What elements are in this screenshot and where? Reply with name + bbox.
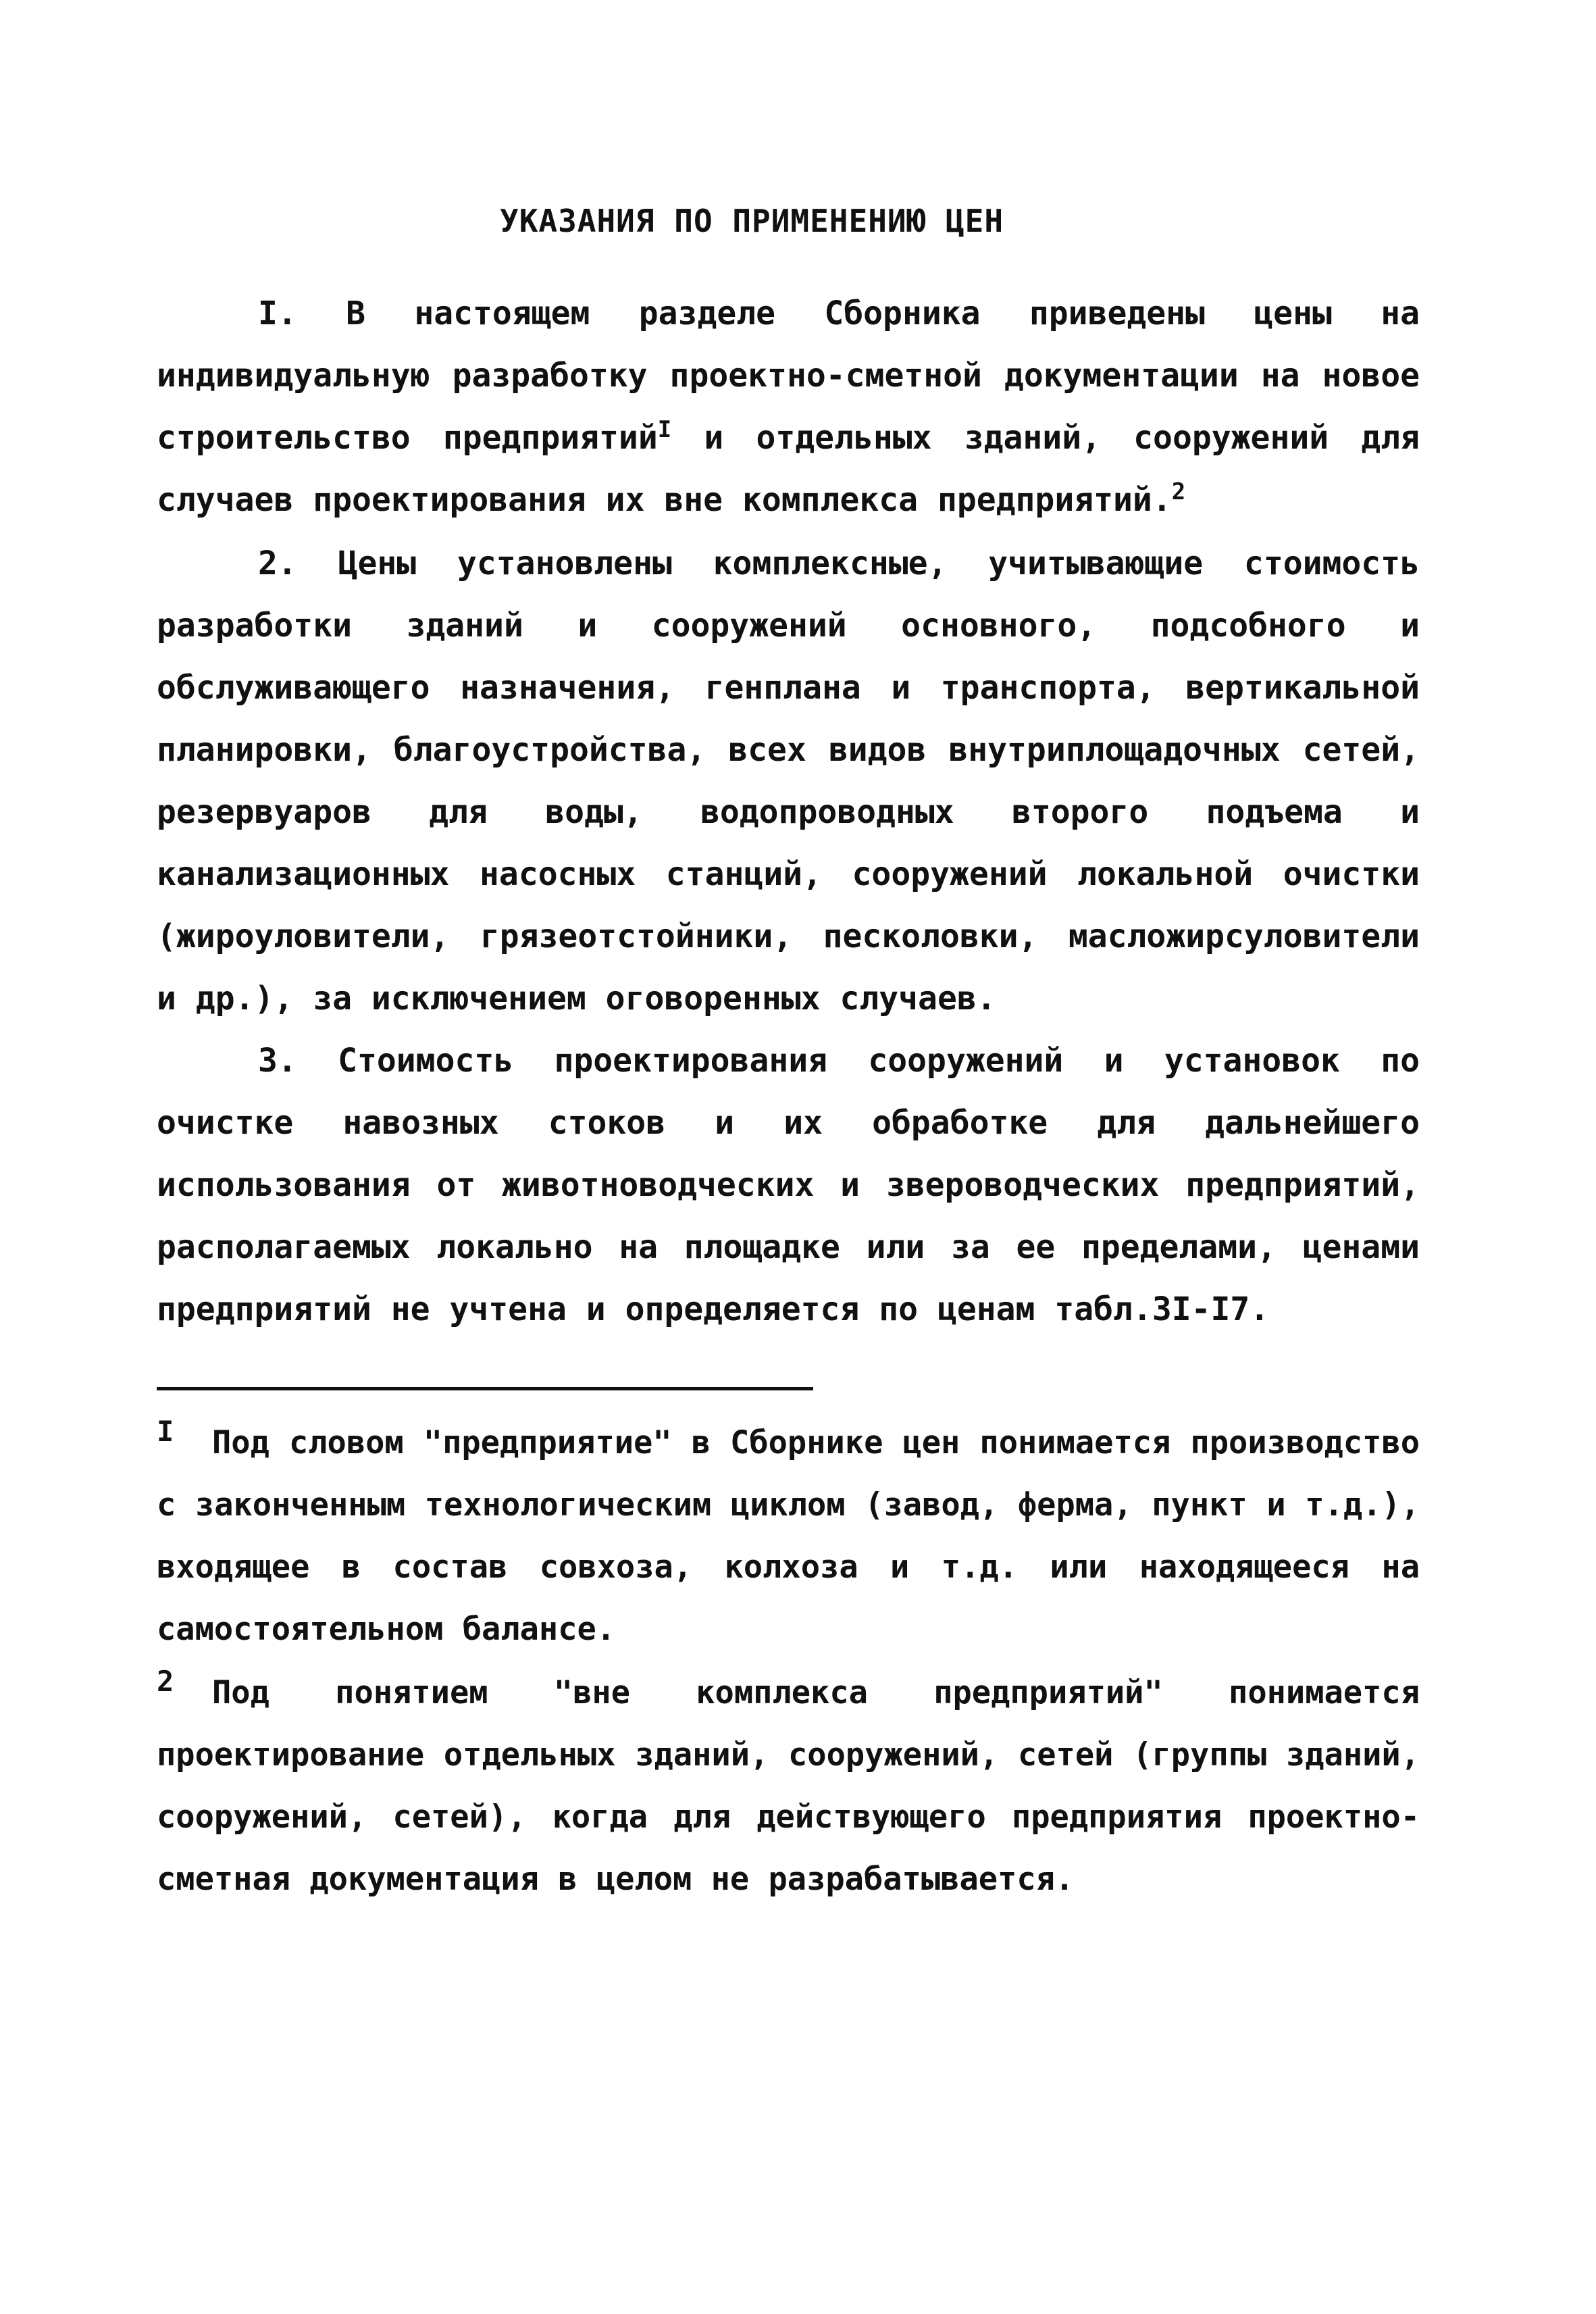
footnote-separator (157, 1387, 813, 1390)
footnote-1-text: Под словом "предприятие" в Сборнике цен понимается производство с законченным технологическим циклом (завод, ферма, пункт и т.д.), входящее в состав совхоза, колхоза и т.д. или находящееся на самостоятельном балансе. (157, 1424, 1420, 1648)
document-title: УКАЗАНИЯ ПО ПРИМЕНЕНИЮ ЦЕН (500, 203, 1004, 239)
footnote-ref-2: 2 (1171, 478, 1186, 505)
paragraph-1-text-start: I. В настоящем разделе Сборника приведены цены на индивидуальную разработку проектно-сметной документации на новое строительство предприятий (157, 295, 1420, 457)
footnote-2: 2 Под понятием "вне комплекса предприятий" понимается проектирование отдельных зданий, сооружений, сетей (группы зданий, сооружений, сетей), когда для действующего предприятия проектно-сметная документация в целом не разрабатывается. (157, 1665, 1420, 1898)
paragraph-1 (157, 282, 1420, 531)
footnote-2-text: Под понятием "вне комплекса предприятий" понимается проектирование отдельных зданий, сооружений, сетей (группы зданий, сооружений, сетей), когда для действующего предприятия проектно-сметная документация в целом не разрабатывается. (157, 1674, 1420, 1898)
footnote-1: I Под словом "предприятие" в Сборнике цен понимается производство с законченным технологическим циклом (завод, ферма, пункт и т.д.), входящее в состав совхоза, колхоза и т.д. или находящееся на самостоятельном балансе. (157, 1415, 1420, 1648)
footnote-ref-1: I (657, 416, 672, 443)
paragraph-1-text-end: и отдельных зданий, сооружений для случаев проектирования их вне комплекса предприятий. (157, 419, 1420, 519)
paragraph-2: 2. Цены установлены комплексные, учитывающие стоимость разработки зданий и сооружений основного, подсобного и обслуживающего назначения, генплана и транспорта, вертикальной планировки, благоустройства, всех видов внутриплощадочных сетей, резервуаров для воды, водопроводных второго подъема и канализационных насосных станций, сооружений локальной очистки (жироуловители, грязеотстойники, песколовки, масложирсуловители и др.), за исключением оговоренных случаев. (157, 545, 1420, 1017)
paragraph-3: 3. Стоимость проектирования сооружений и установок по очистке навозных стоков и их обработке для дальнейшего использования от животноводческих и звероводческих предприятий, располагаемых локально на площадке или за ее пределами, ценами предприятий не учтена и определяется по ценам табл.3I-I7. (157, 1042, 1420, 1328)
